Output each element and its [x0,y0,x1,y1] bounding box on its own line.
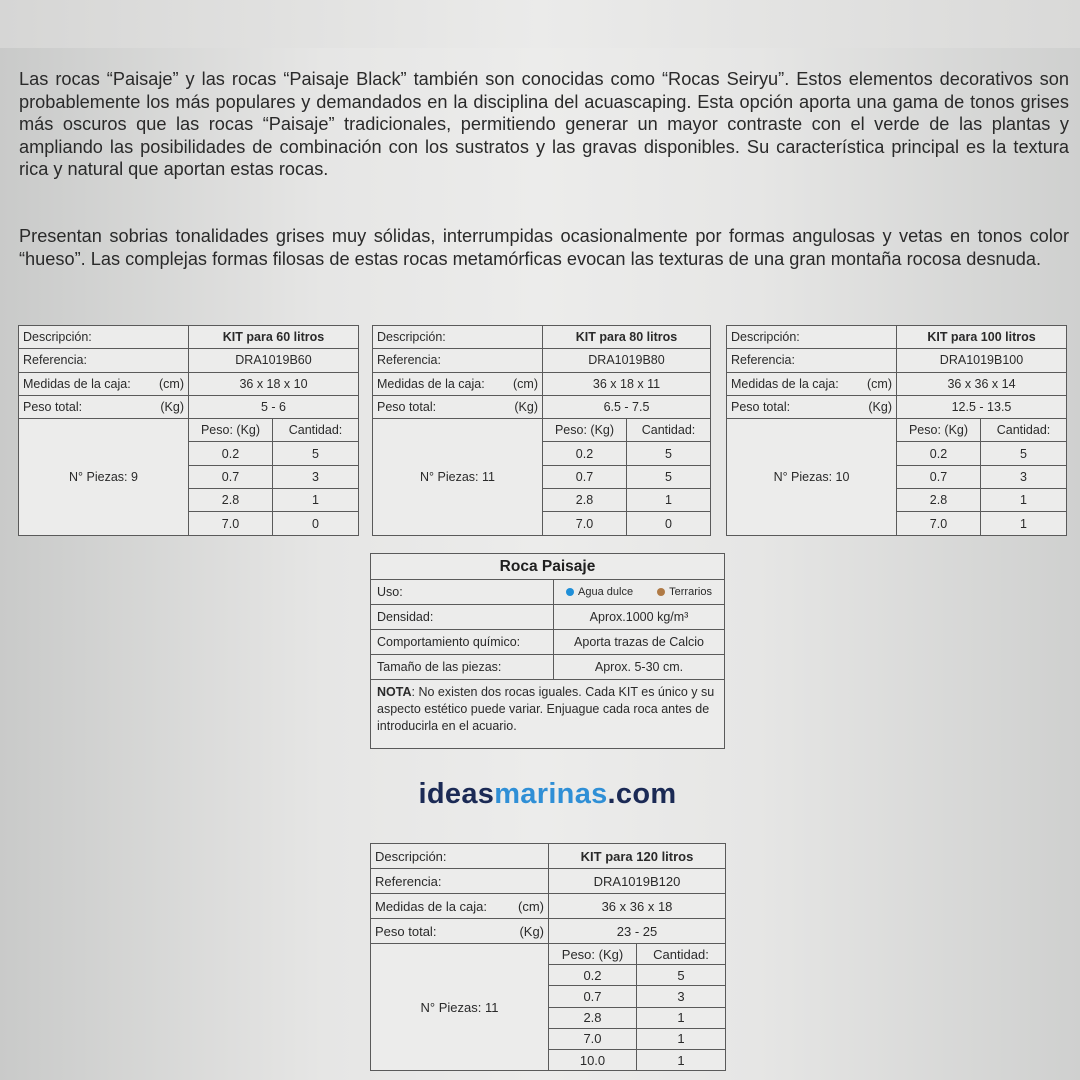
table-row: 7.0 1 [371,1028,726,1049]
table-row: 0.2 5 [373,442,711,465]
weight-column-header: Peso: (Kg) [189,419,273,442]
kit-title: KIT para 120 litros [549,844,726,869]
piece-count: N° Piezas: 10 [727,419,897,535]
description-label: Descripción: [727,326,897,349]
spec-row-size [371,655,724,680]
description-label: Descripción: [373,326,543,349]
reference-label: Referencia: [373,349,543,372]
kit-box-size: 36 x 36 x 14 [897,372,1067,395]
piece-count: N° Piezas: 9 [19,419,189,535]
table-row: 0.2 5 [727,442,1067,465]
piece-count: N° Piezas: 11 [371,944,549,1071]
chemical-label: Comportamiento químico: [371,630,554,654]
table-row: 0.2 5 [19,442,359,465]
table-row: 2.8 1 [371,1007,726,1028]
description-label: Descripción: [19,326,189,349]
chemical-value: Aporta trazas de Calcio [574,635,704,649]
reference-label: Referencia: [727,349,897,372]
total-weight-label: Peso total: (Kg) [19,395,189,418]
table-row: 0.7 3 [19,465,359,488]
kit-total-weight: 6.5 - 7.5 [543,395,711,418]
size-value: Aprox. 5-30 cm. [594,660,684,674]
description-paragraph: Presentan sobrias tonalidades grises muy sólidas, interrumpidas ocasionalmente por formas angulosas y vetas en tonos color “hueso”. Las complejas formas filosas de estas rocas metamórficas evocan las texturas de una gran montaña rocosa desnuda. [19,226,1069,269]
uso-option-terrarium: Terrarios [657,580,712,604]
table-row: 7.0 0 [373,512,711,535]
spec-title: Roca Paisaje [371,554,724,580]
uso-label: Uso: [371,580,554,604]
kit-reference: DRA1019B120 [549,869,726,894]
quantity-column-header: Cantidad: [627,419,711,442]
brown-dot-icon [657,588,665,596]
table-row: 7.0 0 [19,512,359,535]
kit-box-size: 36 x 18 x 11 [543,372,711,395]
weight-column-header: Peso: (Kg) [543,419,627,442]
total-weight-label: Peso total: (Kg) [373,395,543,418]
top-band [0,0,1080,48]
rock-spec-box [370,553,725,749]
table-row: 0.7 3 [727,465,1067,488]
density-value: Aprox.1000 kg/m³ [589,610,689,624]
kit-reference: DRA1019B100 [897,349,1067,372]
kit-total-weight: 12.5 - 13.5 [897,395,1067,418]
kit-100-table [726,325,1067,536]
quantity-column-header: Cantidad: [637,944,726,965]
table-row: 7.0 1 [727,512,1067,535]
table-row: 2.8 1 [19,489,359,512]
weight-column-header: Peso: (Kg) [897,419,981,442]
spec-row-chemical [371,630,724,655]
kit-120-table [370,843,726,1071]
spec-note: NOTA: No existen dos rocas iguales. Cada KIT es único y su aspecto estético puede variar. Enjuague cada roca antes de introducirla en el acuario. [377,685,715,733]
size-label: Tamaño de las piezas: [371,655,554,679]
reference-label: Referencia: [371,869,549,894]
kit-box-size: 36 x 36 x 18 [549,894,726,919]
box-size-label: Medidas de la caja: (cm) [373,372,543,395]
kit-80-table [372,325,711,536]
total-weight-label: Peso total: (Kg) [371,919,549,944]
kit-title: KIT para 100 litros [897,326,1067,349]
box-size-label: Medidas de la caja: (cm) [371,894,549,919]
spec-row-uso [371,580,724,605]
table-row: 0.7 5 [373,465,711,488]
kit-reference: DRA1019B60 [189,349,359,372]
kit-60-table [18,325,359,536]
weight-column-header: Peso: (Kg) [549,944,637,965]
kit-total-weight: 23 - 25 [549,919,726,944]
blue-dot-icon [566,588,574,596]
kit-total-weight: 5 - 6 [189,395,359,418]
table-row: 2.8 1 [727,489,1067,512]
quantity-column-header: Cantidad: [273,419,359,442]
kit-title: KIT para 60 litros [189,326,359,349]
table-row: 0.2 5 [371,965,726,986]
table-row: 0.7 3 [371,986,726,1007]
table-row: 10.0 1 [371,1049,726,1070]
reference-label: Referencia: [19,349,189,372]
uso-option-freshwater: Agua dulce [566,580,633,604]
quantity-column-header: Cantidad: [981,419,1067,442]
kit-box-size: 36 x 18 x 10 [189,372,359,395]
description-label: Descripción: [371,844,549,869]
spec-row-density [371,605,724,630]
density-label: Densidad: [371,605,554,629]
box-size-label: Medidas de la caja: (cm) [19,372,189,395]
kit-reference: DRA1019B80 [543,349,711,372]
brand-logo: ideasmarinas.com [418,778,677,810]
piece-count: N° Piezas: 11 [373,419,543,535]
uso-value [554,580,724,604]
box-size-label: Medidas de la caja: (cm) [727,372,897,395]
kit-title: KIT para 80 litros [543,326,711,349]
intro-paragraph: Las rocas “Paisaje” y las rocas “Paisaje Black” también son conocidas como “Rocas Seiryu”. Estos elementos decorativos son probablemente los más populares y demandados en la disciplina del acuascaping. Esta opción aporta una gama de tonos grises más oscuros que las rocas “Paisaje” tradicionales, permitiendo generar un mayor contraste con el verde de las plantas y ampliando las posibilidades de combinación con los sustratos y las gravas disponibles. Su característica principal es la textura rica y natural que aportan estas rocas. [19,69,1069,180]
total-weight-label: Peso total: (Kg) [727,395,897,418]
table-row: 2.8 1 [373,489,711,512]
